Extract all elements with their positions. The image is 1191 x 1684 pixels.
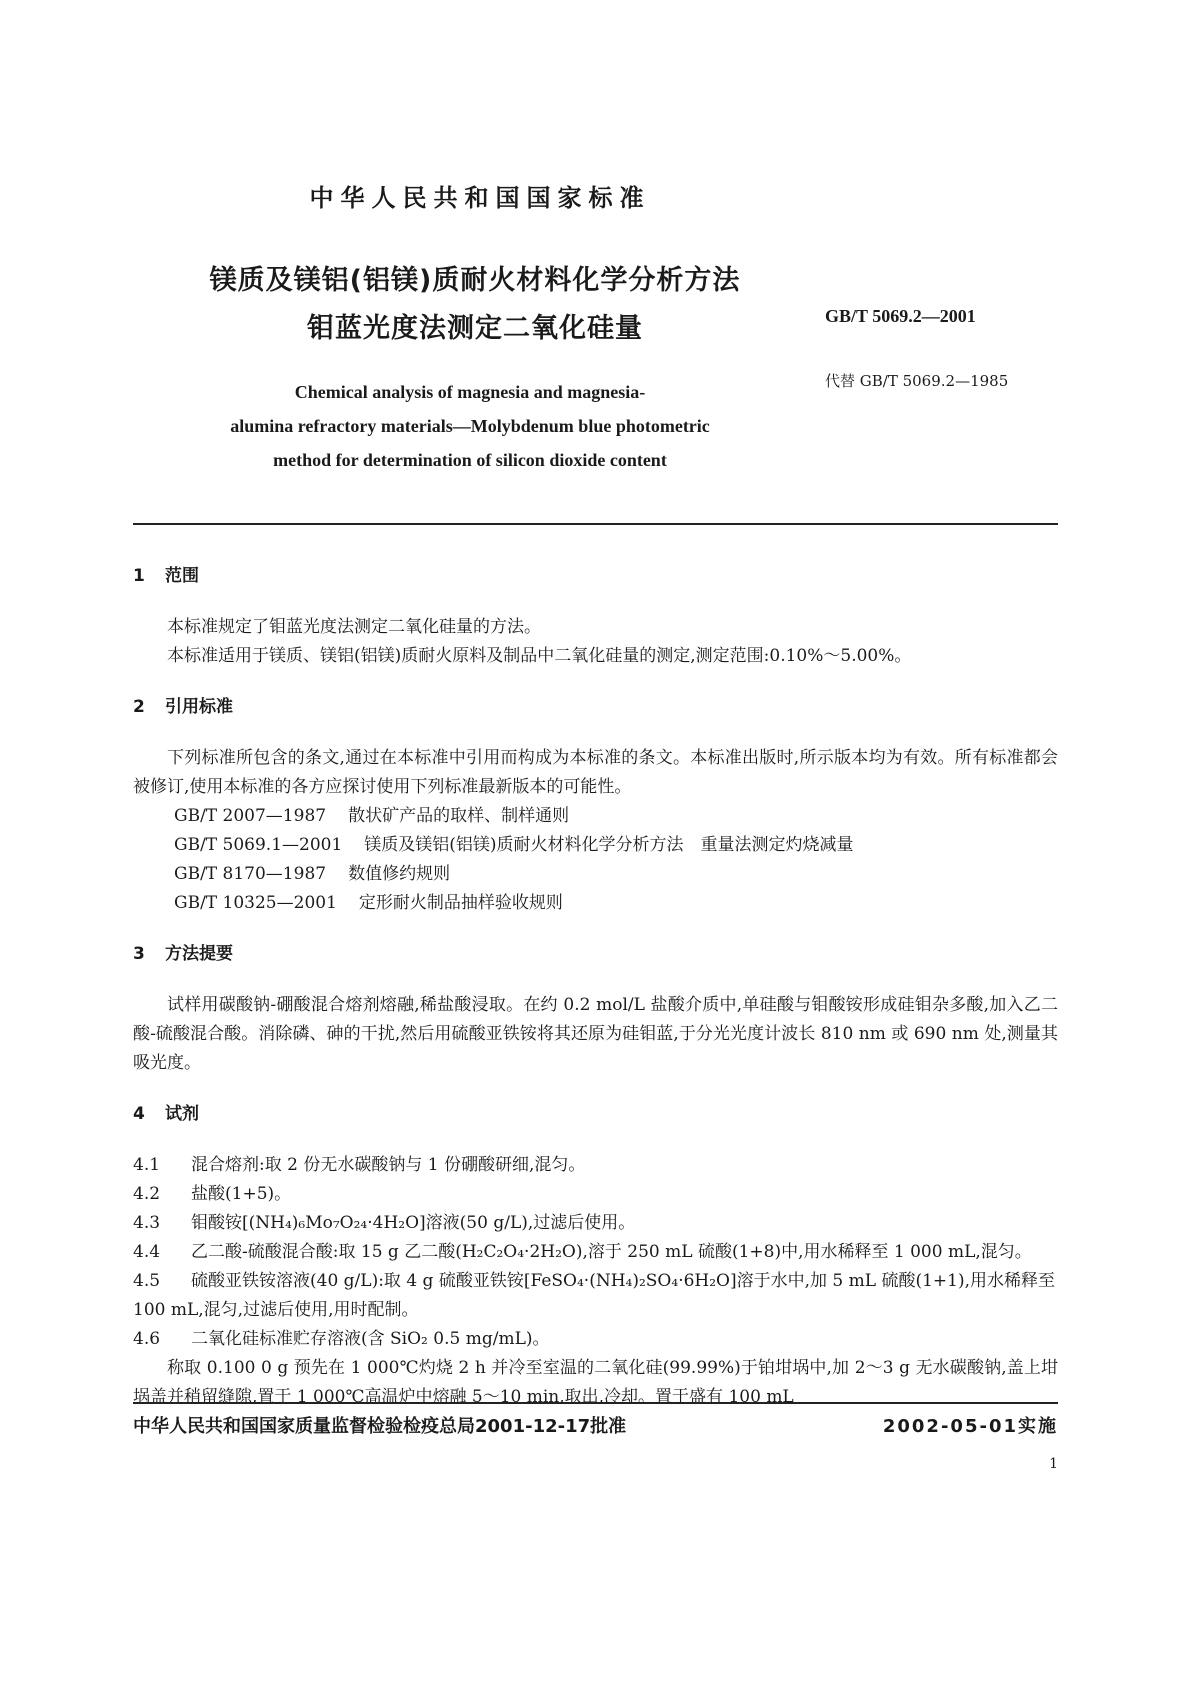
item-number: 4.2 (133, 1184, 161, 1204)
section-title: 方法提要 (165, 944, 233, 964)
paragraph: 下列标准所包含的条文,通过在本标准中引用而构成为本标准的条文。本标准出版时,所示版本均为有效。所有标准都会被修订,使用本标准的各方应探讨使用下列标准最新版本的可能性。 (133, 748, 1058, 797)
item-number: 4.1 (133, 1155, 161, 1175)
item-text: 硫酸亚铁铵溶液(40 g/L):取 4 g 硫酸亚铁铵[FeSO₄·(NH₄)₂SO₄·6H₂O]溶于水中,加 5 mL 硫酸(1+1),用水稀释至 100 mL,混匀,过滤后使用,用时配制。 (133, 1271, 1056, 1320)
paragraph: 本标准适用于镁质、镁铝(铝镁)质耐火原料及制品中二氧化硅量的测定,测定范围:0.10%～5.00%。 (167, 646, 912, 666)
effective-date: 2002-05-01实施 (882, 1416, 1058, 1437)
item-text: 盐酸(1+5)。 (191, 1184, 292, 1204)
reference-title: 镁质及镁铝(铝镁)质耐火材料化学分析方法 重量法测定灼烧减量 (364, 835, 854, 855)
section-number: 3 (133, 944, 145, 964)
title-en (150, 375, 790, 477)
standard-header: 中华人民共和国国家标准 (309, 184, 651, 212)
paragraph: 试样用碳酸钠-硼酸混合熔剂熔融,稀盐酸浸取。在约 0.2 mol/L 盐酸介质中,单硅酸与钼酸铵形成硅钼杂多酸,加入乙二酸-硫酸混合酸。消除磷、砷的干扰,然后用硫酸亚铁铵将其还原为硅钼蓝,于分光光度计波长 810 nm 或 690 nm 处,测量其吸光度。 (133, 995, 1058, 1073)
section-heading (133, 693, 1058, 722)
item-text: 混合熔剂:取 2 份无水碳酸钠与 1 份硼酸研细,混匀。 (191, 1155, 586, 1175)
standard-replaces: 代替 GB/T 5069.2—1985 (825, 372, 1009, 390)
section-heading (133, 1100, 1058, 1129)
reference-code: GB/T 5069.1—2001 (174, 835, 343, 855)
reference-title: 定形耐火制品抽样验收规则 (358, 893, 563, 913)
approval-line: 中华人民共和国国家质量监督检验检疫总局2001-12-17批准 (133, 1416, 627, 1437)
item-number: 4.3 (133, 1213, 161, 1233)
section-title: 引用标准 (165, 697, 233, 717)
item-number: 4.5 (133, 1271, 161, 1291)
section-number: 1 (133, 566, 145, 586)
reference-title: 散状矿产品的取样、制样通则 (348, 806, 570, 826)
section-title: 范围 (165, 566, 199, 586)
title-en-line3: method for determination of silicon dioxide content (273, 450, 667, 470)
section-heading (133, 940, 1058, 969)
paragraph: 称取 0.100 0 g 预先在 1 000℃灼烧 2 h 并冷至室温的二氧化硅(99.99%)于铂坩埚中,加 2～3 g 无水碳酸钠,盖上坩埚盖并稍留缝隙,置于 1 000℃高温炉中熔融 5～10 min,取出,冷却。置于盛有 100 mL (133, 1358, 1058, 1407)
item-number: 4.4 (133, 1242, 161, 1262)
paragraph: 本标准规定了钼蓝光度法测定二氧化硅量的方法。 (167, 617, 541, 637)
item-text: 乙二酸-硫酸混合酸:取 15 g 乙二酸(H₂C₂O₄·2H₂O),溶于 250 mL 硫酸(1+8)中,用水稀释至 1 000 mL,混匀。 (191, 1242, 1032, 1262)
reference-code: GB/T 2007—1987 (174, 806, 327, 826)
section-title: 试剂 (165, 1104, 199, 1124)
title-en-line2: alumina refractory materials—Molybdenum blue photometric (230, 416, 710, 436)
reagent-item (133, 1325, 1058, 1354)
reference-code: GB/T 10325—2001 (174, 893, 337, 913)
section-references (133, 693, 1058, 918)
reagent-item (133, 1151, 1058, 1180)
reference-code: GB/T 8170—1987 (174, 864, 327, 884)
section-method-summary (133, 940, 1058, 1078)
title-en-line1: Chemical analysis of magnesia and magnesia- (294, 382, 646, 402)
section-number: 2 (133, 697, 145, 717)
section-number: 4 (133, 1104, 145, 1124)
bottom-divider (133, 1402, 1058, 1404)
reagent-item (133, 1180, 1058, 1209)
reference-item (174, 889, 1058, 918)
standard-code: GB/T 5069.2—2001 (825, 306, 976, 326)
section-heading (133, 562, 1058, 591)
reference-title: 数值修约规则 (348, 864, 451, 884)
reference-item (174, 831, 1058, 860)
reference-item (174, 802, 1058, 831)
section-reagents (133, 1100, 1058, 1412)
reagent-item (133, 1238, 1058, 1267)
reagent-item (133, 1267, 1058, 1325)
document-body (133, 562, 1058, 1434)
top-divider (133, 523, 1058, 525)
section-scope (133, 562, 1058, 671)
page-number: 1 (1049, 1456, 1058, 1472)
reference-item (174, 860, 1058, 889)
reagent-item (133, 1209, 1058, 1238)
item-number: 4.6 (133, 1329, 161, 1349)
title-zh-line2: 钼蓝光度法测定二氧化硅量 (307, 313, 643, 344)
item-text: 钼酸铵[(NH₄)₆Mo₇O₂₄·4H₂O]溶液(50 g/L),过滤后使用。 (191, 1213, 636, 1233)
title-zh-line1: 镁质及镁铝(铝镁)质耐火材料化学分析方法 (209, 265, 741, 296)
item-text: 二氧化硅标准贮存溶液(含 SiO₂ 0.5 mg/mL)。 (191, 1329, 550, 1349)
